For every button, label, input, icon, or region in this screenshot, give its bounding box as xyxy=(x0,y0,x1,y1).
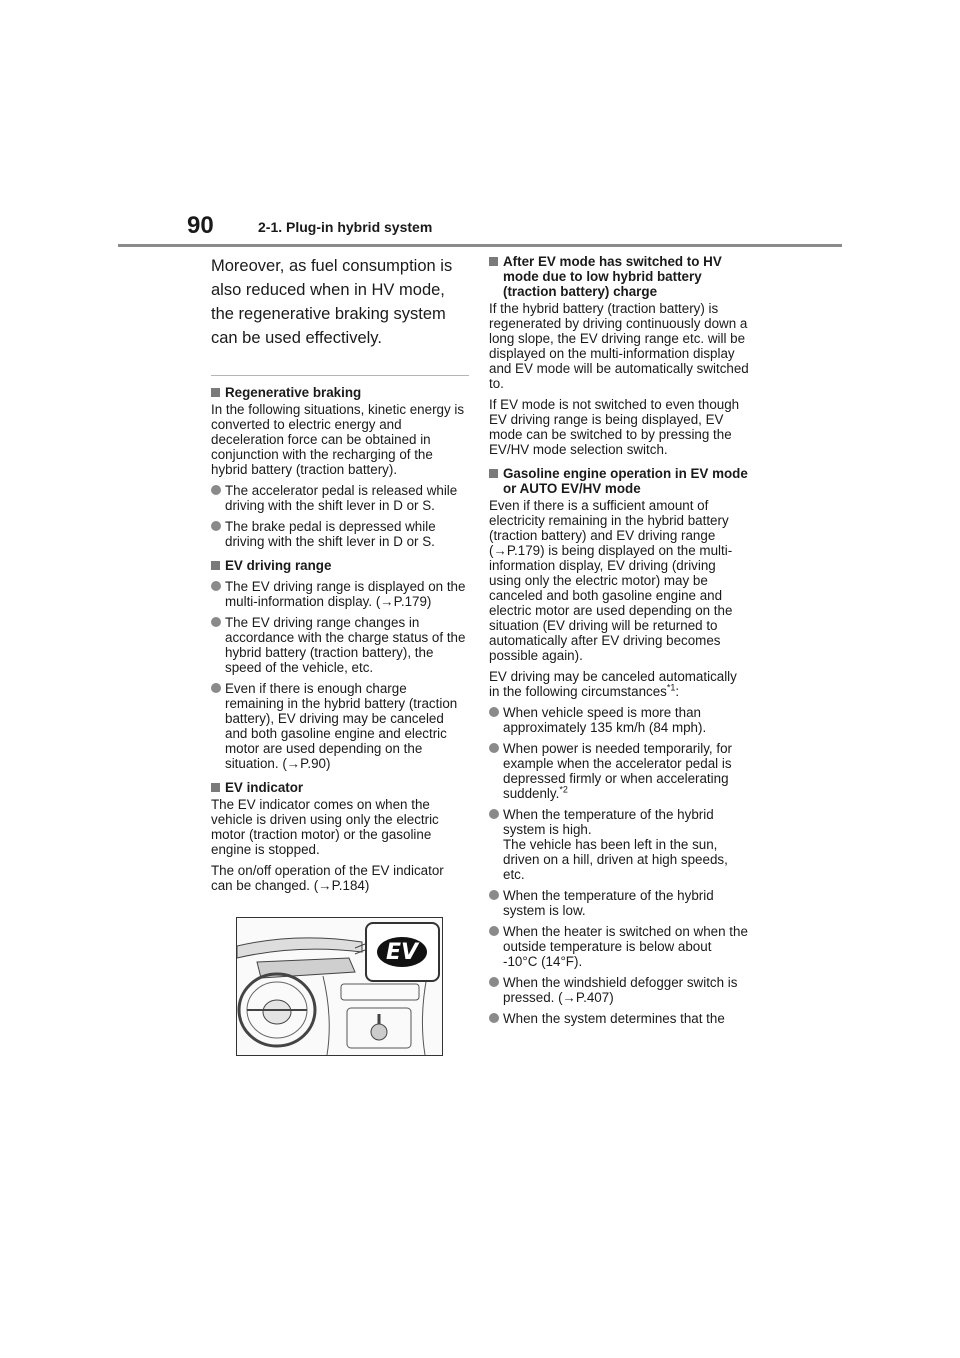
regen-section xyxy=(211,385,469,549)
section-title: 2-1. Plug-in hybrid system xyxy=(258,219,433,235)
circle-bullet-icon xyxy=(489,890,499,900)
ev-callout-box xyxy=(365,922,440,982)
regen-heading xyxy=(211,385,469,400)
circle-bullet-icon xyxy=(211,581,221,591)
list-item: When the heater is switched on when the outside temperature is below about -10°C (14°F). xyxy=(489,924,749,969)
circle-bullet-icon xyxy=(211,521,221,531)
circle-bullet-icon xyxy=(489,743,499,753)
list-item: The EV driving range changes in accordance with the charge status of the hybrid battery (traction battery), the speed of the vehicle, etc. xyxy=(211,615,469,675)
square-bullet-icon xyxy=(211,561,220,570)
switch-heading xyxy=(489,254,749,299)
circle-bullet-icon xyxy=(211,683,221,693)
square-bullet-icon xyxy=(489,257,498,266)
range-section xyxy=(211,558,469,771)
circle-bullet-icon xyxy=(489,707,499,717)
indicator-link-text: The on/off operation of the EV indicator can be changed. (→P.184) xyxy=(211,863,444,893)
gasoline-heading xyxy=(489,466,749,496)
intro-divider xyxy=(211,375,469,376)
range-heading xyxy=(211,558,469,573)
circle-bullet-icon xyxy=(489,809,499,819)
regen-text: In the following situations, kinetic energy is converted to electric energy and deceleration force can be obtained in conjunction with the recharging of the hybrid battery (traction battery). xyxy=(211,402,465,477)
switch-text: If the hybrid battery (traction battery) is regenerated by driving continuously down a long slope, the EV driving range etc. will be displayed on the multi-information display and EV mode will be automatically switched to. xyxy=(489,301,749,391)
indicator-text: The EV indicator comes on when the vehicle is driven using only the electric motor (traction motor) or the gasoline engine is stopped. xyxy=(211,797,439,857)
list-item: Even if there is enough charge remaining in the hybrid battery (traction battery), EV driving may be canceled and both gasoline engine and electric motor are used depending on the situation. (→P.90) xyxy=(211,681,469,771)
left-column xyxy=(211,254,469,1056)
list-item: The accelerator pedal is released while driving with the shift lever in D or S. xyxy=(211,483,469,513)
switch-title: After EV mode has switched to HV mode due to low hybrid battery (traction battery) charge xyxy=(503,254,722,299)
square-bullet-icon xyxy=(211,783,220,792)
circle-bullet-icon xyxy=(489,977,499,987)
gasoline-text: Even if there is a sufficient amount of electricity remaining in the hybrid battery (traction battery) and EV driving range (→P.179) is being displayed on the multi-information display, EV driving (driving using only the electric motor) may be canceled and both gasoline engine and electric motor are used depending on the situation (EV driving will be returned to automatically after EV driving becomes possible again). xyxy=(489,498,733,663)
square-bullet-icon xyxy=(211,388,220,397)
gasoline-title: Gasoline engine operation in EV mode or AUTO EV/HV mode xyxy=(503,466,748,496)
regen-title: Regenerative braking xyxy=(225,385,362,400)
gasoline-section xyxy=(489,466,749,1026)
list-item: The EV driving range is displayed on the multi-information display. (→P.179) xyxy=(211,579,469,609)
range-title: EV driving range xyxy=(225,558,332,573)
list-item: When the system determines that the xyxy=(489,1011,749,1026)
square-bullet-icon xyxy=(489,469,498,478)
circle-bullet-icon xyxy=(489,926,499,936)
gasoline-text-2: EV driving may be canceled automatically in the following circumstances$^{*1}$: xyxy=(489,669,737,699)
footnote-ref: *1 xyxy=(666,682,676,693)
circle-bullet-icon xyxy=(489,1013,499,1023)
circle-bullet-icon xyxy=(211,617,221,627)
right-column xyxy=(489,254,749,1026)
header-rule xyxy=(118,244,842,247)
list-item: When the windshield defogger switch is pressed. (→P.407) xyxy=(489,975,749,1005)
circle-bullet-icon xyxy=(211,485,221,495)
indicator-heading xyxy=(211,780,469,795)
indicator-title: EV indicator xyxy=(225,780,304,795)
list-item: When power is needed temporarily, for example when the accelerator pedal is depressed firmly or when accelerating suddenly.$^{*2}$ xyxy=(489,741,749,801)
list-item: When the temperature of the hybrid system is high. The vehicle has been left in the sun, driven on a hill, driven at high speeds, etc. xyxy=(489,807,749,882)
switch-section xyxy=(489,254,749,457)
list-item: The brake pedal is depressed while driving with the shift lever in D or S. xyxy=(211,519,469,549)
intro-paragraph: Moreover, as fuel consumption is also reduced when in HV mode, the regenerative braking system can be used effectively. xyxy=(211,257,453,347)
list-item: When the temperature of the hybrid system is low. xyxy=(489,888,749,918)
ev-indicator-icon: EV xyxy=(377,937,427,967)
indicator-section xyxy=(211,780,469,893)
footnote-ref: *2 xyxy=(559,784,568,795)
page-number: 90 xyxy=(187,212,214,239)
switch-text-2: If EV mode is not switched to even though EV driving range is being displayed, EV mode can be switched to by pressing the EV/HV mode selection switch. xyxy=(489,397,740,457)
ev-indicator-illustration xyxy=(236,917,443,1056)
list-item: When vehicle speed is more than approximately 135 km/h (84 mph). xyxy=(489,705,749,735)
